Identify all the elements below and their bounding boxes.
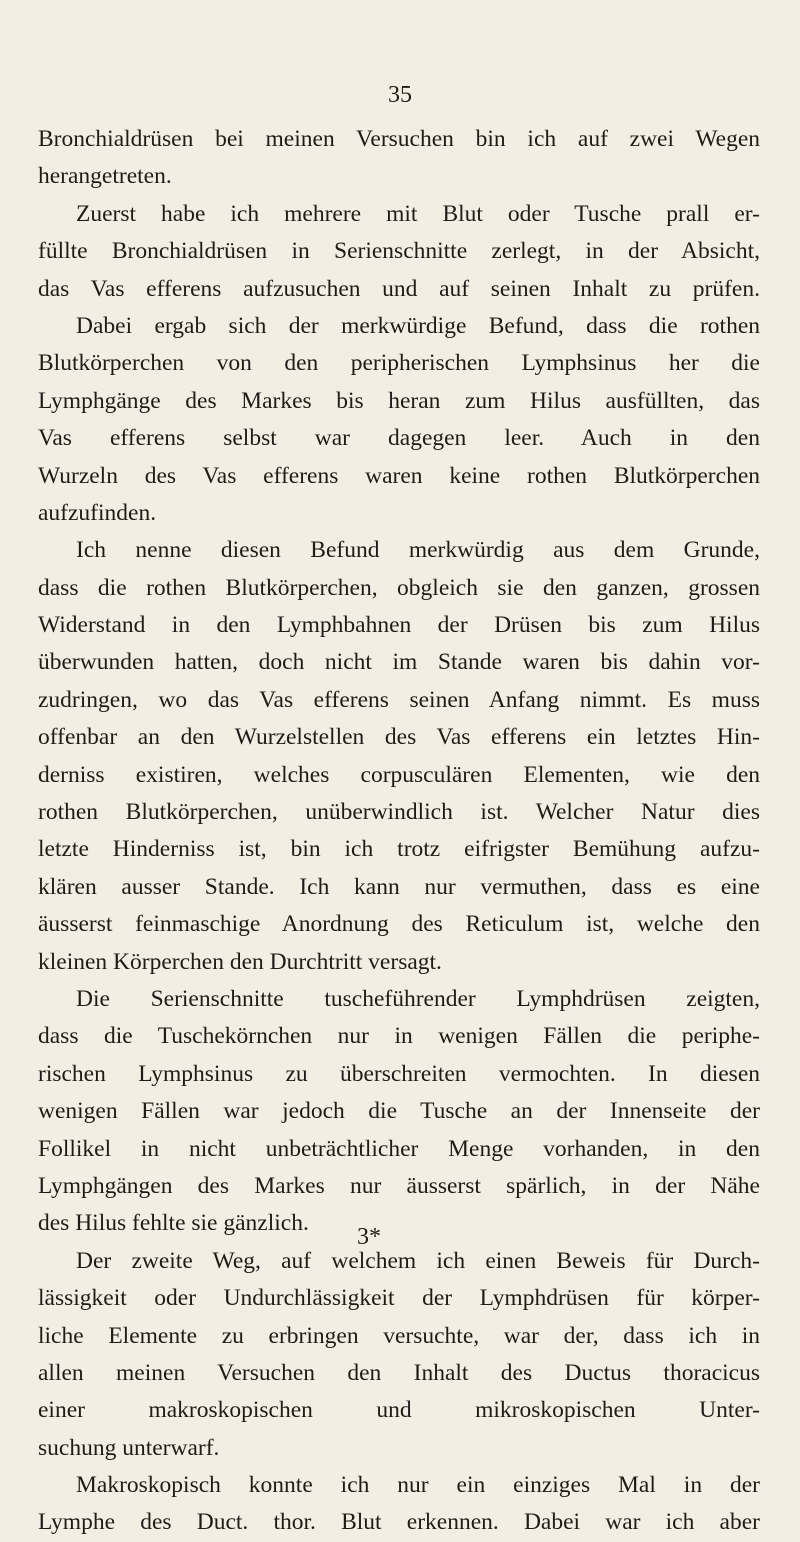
text-line: Lymphgänge des Markes bis heran zum Hilus ausfüllten, das: [38, 387, 760, 414]
text-line: einer makroskopischen und mikroskopischen Unter-: [38, 1397, 760, 1424]
text-line: füllte Bronchialdrüsen in Serienschnitte zerlegt, in der Absicht,: [38, 238, 760, 265]
text-line: überwunden hatten, doch nicht im Stande waren bis dahin vor-: [38, 649, 760, 676]
page-number: 35: [388, 82, 412, 108]
text-line: wenigen Fällen war jedoch die Tusche an der Innenseite der: [38, 1098, 760, 1125]
text-line: suchung unterwarf.: [38, 1434, 220, 1461]
text-line: des Hilus fehlte sie gänzlich.: [38, 1210, 309, 1237]
text-line: herangetreten.: [38, 163, 172, 190]
text-line: Widerstand in den Lymphbahnen der Drüsen bis zum Hilus: [38, 612, 760, 639]
text-line: äusserst feinmaschige Anordnung des Reticulum ist, welche den: [38, 911, 760, 938]
text-line: allen meinen Versuchen den Inhalt des Ductus thoracicus: [38, 1359, 760, 1386]
text-line: das Vas efferens aufzusuchen und auf seinen Inhalt zu prüfen.: [38, 275, 760, 302]
text-line: dass die rothen Blutkörperchen, obgleich sie den ganzen, grossen: [38, 574, 760, 601]
text-line: rothen Blutkörperchen, unüberwindlich ist. Welcher Natur dies: [38, 799, 760, 826]
text-line: kleinen Körperchen den Durchtritt versagt.: [38, 948, 442, 975]
text-line: zudringen, wo das Vas efferens seinen Anfang nimmt. Es muss: [38, 686, 760, 713]
signature-mark: 3*: [357, 1224, 381, 1250]
text-line: Ich nenne diesen Befund merkwürdig aus dem Grunde,: [76, 537, 760, 564]
text-line: Zuerst habe ich mehrere mit Blut oder Tusche prall er-: [76, 200, 760, 227]
text-line: Blutkörperchen von den peripherischen Lymphsinus her die: [38, 350, 760, 377]
text-line: derniss existiren, welches corpusculären Elementen, wie den: [38, 761, 760, 788]
text-line: liche Elemente zu erbringen versuchte, war der, dass ich in: [38, 1322, 760, 1349]
text-line: klären ausser Stande. Ich kann nur vermuthen, dass es eine: [38, 873, 760, 900]
text-line: offenbar an den Wurzelstellen des Vas efferens ein letztes Hin-: [38, 724, 760, 751]
text-line: Die Serienschnitte tuscheführender Lymphdrüsen zeigten,: [76, 985, 760, 1012]
text-line: lässigkeit oder Undurchlässigkeit der Lymphdrüsen für körper-: [38, 1285, 760, 1312]
text-line: Der zweite Weg, auf welchem ich einen Beweis für Durch-: [76, 1247, 760, 1274]
text-line: Lymphgängen des Markes nur äusserst spärlich, in der Nähe: [38, 1172, 760, 1199]
text-line: rischen Lymphsinus zu überschreiten vermochten. In diesen: [38, 1060, 760, 1087]
text-line: aufzufinden.: [38, 499, 157, 526]
text-line: Dabei ergab sich der merkwürdige Befund, dass die rothen: [76, 312, 760, 339]
text-line: Wurzeln des Vas efferens waren keine rothen Blutkörperchen: [38, 462, 760, 489]
text-line: Makroskopisch konnte ich nur ein einziges Mal in der: [76, 1472, 760, 1499]
text-line: dass die Tuschekörnchen nur in wenigen Fällen die periphe-: [38, 1023, 760, 1050]
text-line: Bronchialdrüsen bei meinen Versuchen bin ich auf zwei Wegen: [38, 126, 760, 152]
text-line: Lymphe des Duct. thor. Blut erkennen. Dabei war ich aber: [38, 1509, 760, 1536]
text-line: Vas efferens selbst war dagegen leer. Auch in den: [38, 425, 760, 452]
text-line: letzte Hinderniss ist, bin ich trotz eifrigster Bemühung aufzu-: [38, 836, 760, 863]
body-text: [38, 121, 760, 1542]
text-line: Follikel in nicht unbeträchtlicher Menge vorhanden, in den: [38, 1135, 760, 1162]
